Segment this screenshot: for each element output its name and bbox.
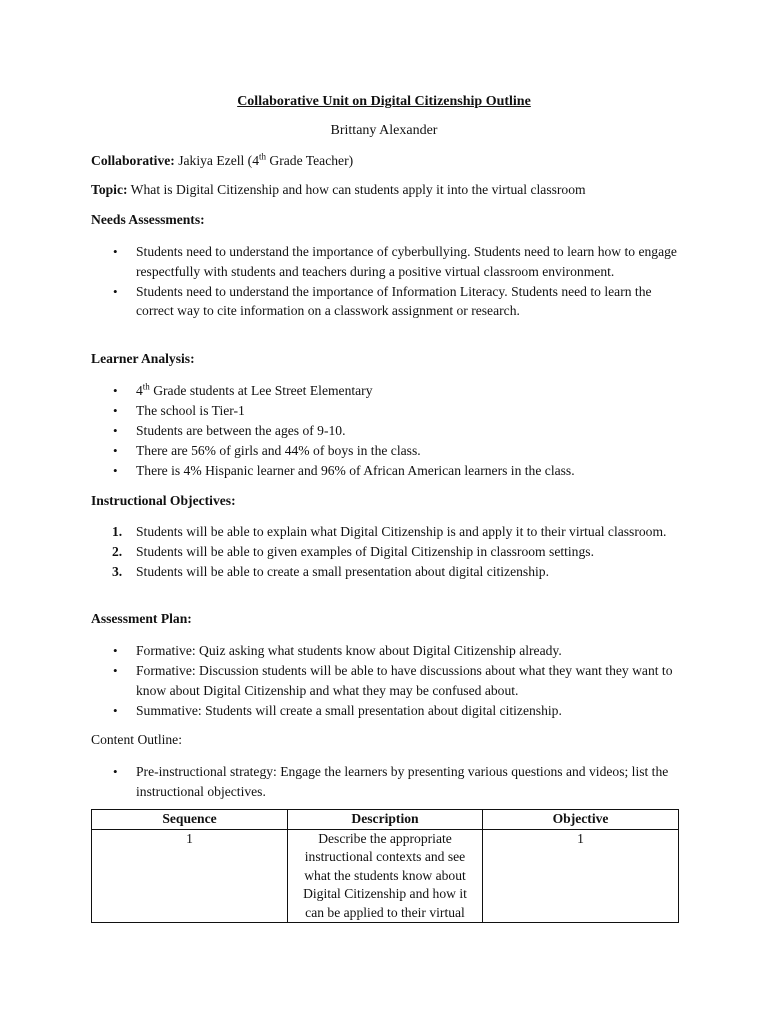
list-item: • Summative: Students will create a small presentation about digital citizenship.: [91, 701, 680, 721]
objectives-list: [91, 522, 680, 582]
list-item: • 4th Grade students at Lee Street Elementary: [91, 381, 680, 401]
list-item: • Students need to understand the importance of Information Literacy. Students need to learn the correct way to cite information on a classwork assignment or research.: [91, 282, 680, 321]
list-item: • Students are between the ages of 9-10.: [91, 421, 680, 441]
assessment-list: [91, 641, 680, 721]
topic-label: Topic:: [91, 182, 128, 197]
header-objective: Objective: [483, 810, 679, 830]
list-item: • Pre-instructional strategy: Engage the learners by presenting various questions and videos; list the instructional objectives.: [91, 762, 680, 801]
content-list: [91, 762, 680, 802]
list-item: • There is 4% Hispanic learner and 96% of African American learners in the class.: [91, 461, 680, 481]
author-name: Brittany Alexander: [330, 123, 438, 138]
topic-value: What is Digital Citizenship and how can students apply it into the virtual classroom: [130, 182, 586, 197]
needs-list: [91, 242, 680, 321]
list-item: • The school is Tier-1: [91, 401, 680, 421]
content-heading: Content Outline:: [91, 732, 182, 747]
needs-heading: Needs Assessments:: [91, 212, 205, 227]
document-title: Collaborative Unit on Digital Citizenship Outline: [237, 94, 531, 109]
header-description: Description: [288, 810, 483, 830]
assessment-heading: Assessment Plan:: [91, 611, 192, 626]
list-item: • Formative: Discussion students will be able to have discussions about what they want they want to know about Digital Citizenship and what they may be confused about.: [91, 661, 680, 700]
learner-heading: Learner Analysis:: [91, 351, 195, 366]
list-item: 3. Students will be able to create a small presentation about digital citizenship.: [112, 564, 549, 579]
collaborative-line: [91, 153, 688, 169]
list-item: • There are 56% of girls and 44% of boys in the class.: [91, 441, 680, 461]
cell-sequence: 1: [92, 829, 288, 923]
sequence-table: [91, 809, 679, 923]
list-item: 1. Students will be able to explain what Digital Citizenship is and apply it to their virtual classroom.: [112, 524, 667, 539]
table-row: [92, 829, 679, 923]
list-item: • Formative: Quiz asking what students know about Digital Citizenship already.: [91, 641, 680, 661]
cell-objective: 1: [483, 829, 679, 923]
table-header-row: [92, 810, 679, 830]
cell-description: Describe the appropriate instructional contexts and see what the students know about Digital Citizenship and how it can be applied to their virtual: [288, 829, 483, 923]
collaborative-value: Jakiya Ezell (4th Grade Teacher): [178, 151, 354, 168]
list-item: • Students need to understand the importance of cyberbullying. Students need to learn how to engage respectfully with students and teachers during a positive virtual classroom environment.: [91, 242, 680, 281]
collaborative-label: Collaborative:: [91, 153, 175, 168]
objectives-heading: Instructional Objectives:: [91, 493, 236, 508]
list-item: 2. Students will be able to given examples of Digital Citizenship in classroom settings.: [112, 544, 594, 559]
header-sequence: Sequence: [92, 810, 288, 830]
topic-line: [91, 182, 688, 198]
learner-list: [91, 381, 680, 481]
